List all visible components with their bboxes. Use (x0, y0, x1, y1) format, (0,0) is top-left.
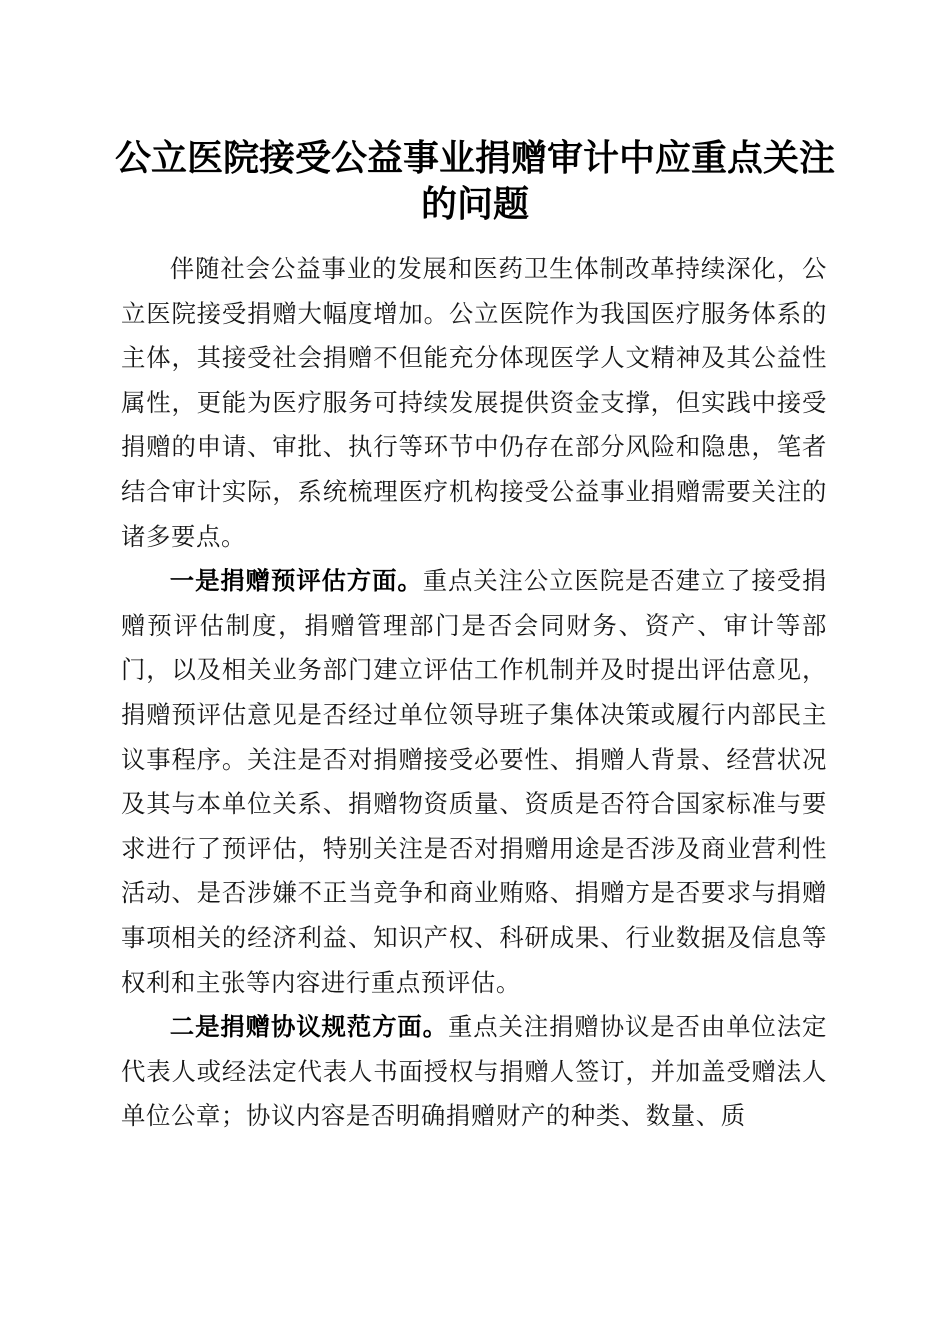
paragraph-agreement (121, 1005, 827, 1139)
document-title (100, 135, 850, 227)
paragraph-lead: 一是捐赠预评估方面。 (169, 566, 423, 596)
paragraph-intro (121, 247, 827, 559)
paragraph-text: 伴随社会公益事业的发展和医药卫生体制改革持续深化，公立医院接受捐赠大幅度增加。公立医院作为我国医疗服务体系的主体，其接受社会捐赠不但能充分体现医学人文精神及其公益性属性，更能为医疗服务可持续发展提供资金支撑，但实践中接受捐赠的申请、审批、执行等环节中仍存在部分风险和隐患，笔者结合审计实际，系统梳理医疗机构接受公益事业捐赠需要关注的诸多要点。 (121, 254, 827, 551)
paragraph-text: 重点关注捐赠协议是否由单位法定代表人或经法定代表人书面授权与捐赠人签订，并加盖受赠法人单位公章；协议内容是否明确捐赠财产的种类、数量、质 (121, 1012, 827, 1131)
title-line-2: 的问题 (420, 183, 529, 225)
paragraph-pre-assessment (121, 559, 827, 1005)
title-line-1: 公立医院接受公益事业捐赠审计中应重点关注 (114, 137, 835, 179)
paragraph-lead: 二是捐赠协议规范方面。 (169, 1012, 448, 1042)
paragraph-text: 重点关注公立医院是否建立了接受捐赠预评估制度，捐赠管理部门是否会同财务、资产、审计等部门，以及相关业务部门建立评估工作机制并及时提出评估意见，捐赠预评估意见是否经过单位领导班子集体决策或履行内部民主议事程序。关注是否对捐赠接受必要性、捐赠人背景、经营状况及其与本单位关系、捐赠物资质量、资质是否符合国家标准与要求进行了预评估，特别关注是否对捐赠用途是否涉及商业营利性活动、是否涉嫌不正当竞争和商业贿赂、捐赠方是否要求与捐赠事项相关的经济利益、知识产权、科研成果、行业数据及信息等权利和主张等内容进行重点预评估。 (121, 566, 827, 997)
document-body (121, 247, 827, 1139)
